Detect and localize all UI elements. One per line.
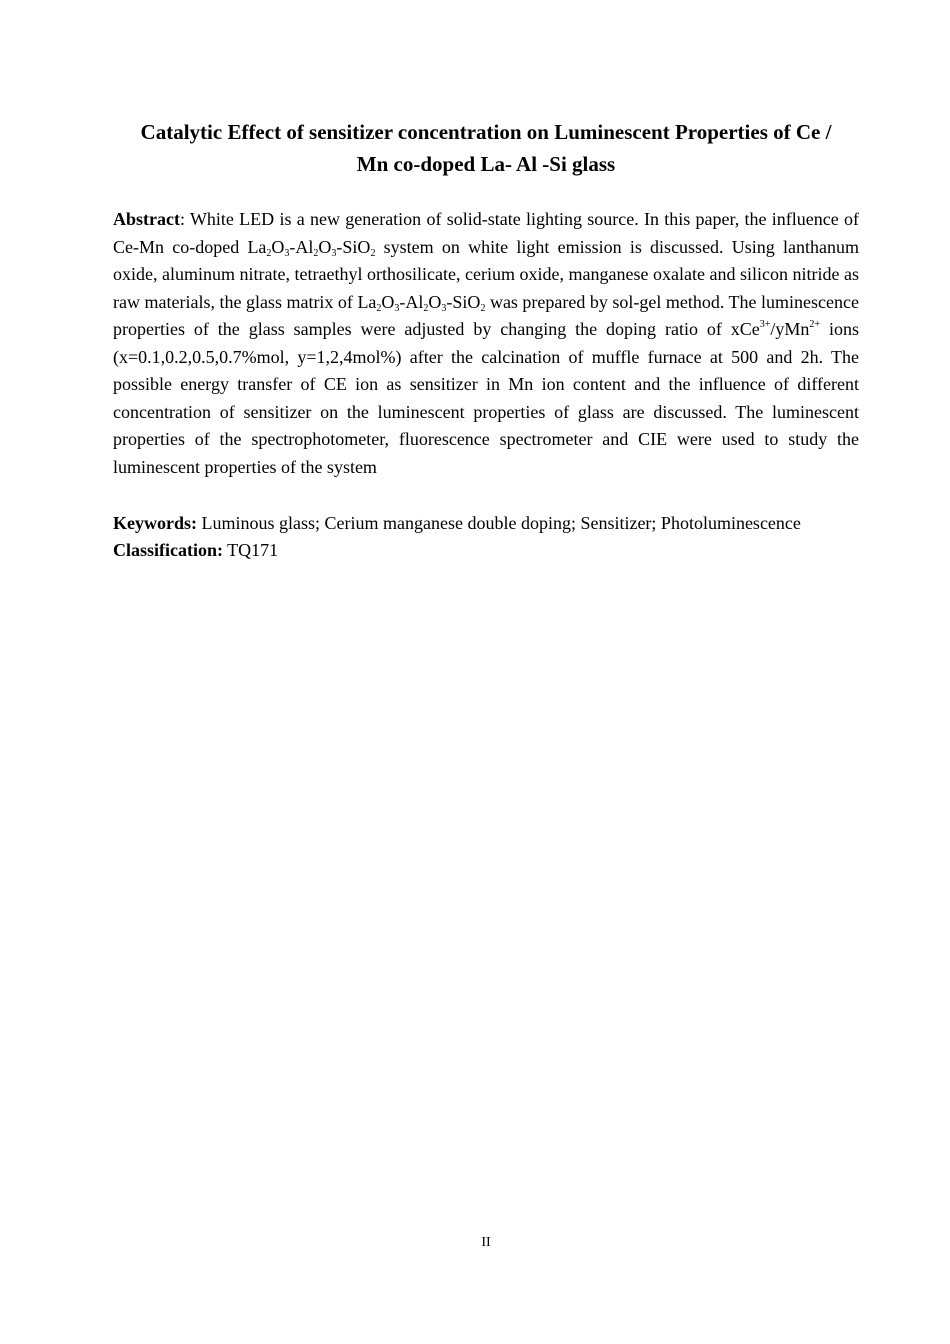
keywords-text: Luminous glass; Cerium manganese double doping; Sensitizer; Photoluminescence xyxy=(197,513,801,533)
abstract-text-4: /yMn xyxy=(770,319,810,339)
abstract-label: Abstract xyxy=(113,209,180,229)
keywords-label: Keywords: xyxy=(113,513,197,533)
classification-line xyxy=(113,537,859,565)
abstract-text-5: ions (x=0.1,0.2,0.5,0.7%mol, y=1,2,4mol%) after the calcination of muffle furnace at 500 and 2h. The possible energy transfer of CE ion as sensitizer in Mn ion content and the influence of different concentration of sensitizer on the luminescent properties of glass are discussed. The luminescent properties of the spectrophotometer, fluorescence spectrometer and CIE were used to study the luminescent properties of the system xyxy=(113,319,859,477)
keywords-line xyxy=(113,510,873,538)
abstract-separator: : xyxy=(179,209,185,229)
classification-text: TQ171 xyxy=(223,540,279,560)
formula-1: $La_2O_3-Al_2O_3-SiO_2$ xyxy=(247,236,376,259)
formula-2: $La_2O_3-Al_2O_3-SiO_2$ xyxy=(357,291,486,314)
abstract-text-1: White LED is a new generation of solid-state lighting source. In this paper, the influence of Ce-Mn co-doped xyxy=(113,209,859,257)
title-line-2: Mn co-doped La- Al -Si glass xyxy=(356,152,616,176)
abstract-paragraph xyxy=(113,206,859,481)
page-number: II xyxy=(481,1235,491,1250)
classification-label: Classification: xyxy=(113,540,223,560)
abstract-text-3: was prepared by sol-gel method. The luminescence properties of the glass samples were adjusted by changing the doping ratio of xCe xyxy=(113,291,859,339)
abstract-text-2: system on white light emission is discussed. Using lanthanum oxide, aluminum nitrate, tetraethyl orthosilicate, cerium oxide, manganese oxalate and silicon nitride as raw materials, the glass matrix of xyxy=(113,236,860,312)
title-line-1: Catalytic Effect of sensitizer concentration on Luminescent Properties of Ce / xyxy=(140,120,832,144)
paper-title xyxy=(113,116,859,180)
ce-superscript: 3+ xyxy=(759,319,771,330)
mn-superscript: 2+ xyxy=(809,319,821,330)
